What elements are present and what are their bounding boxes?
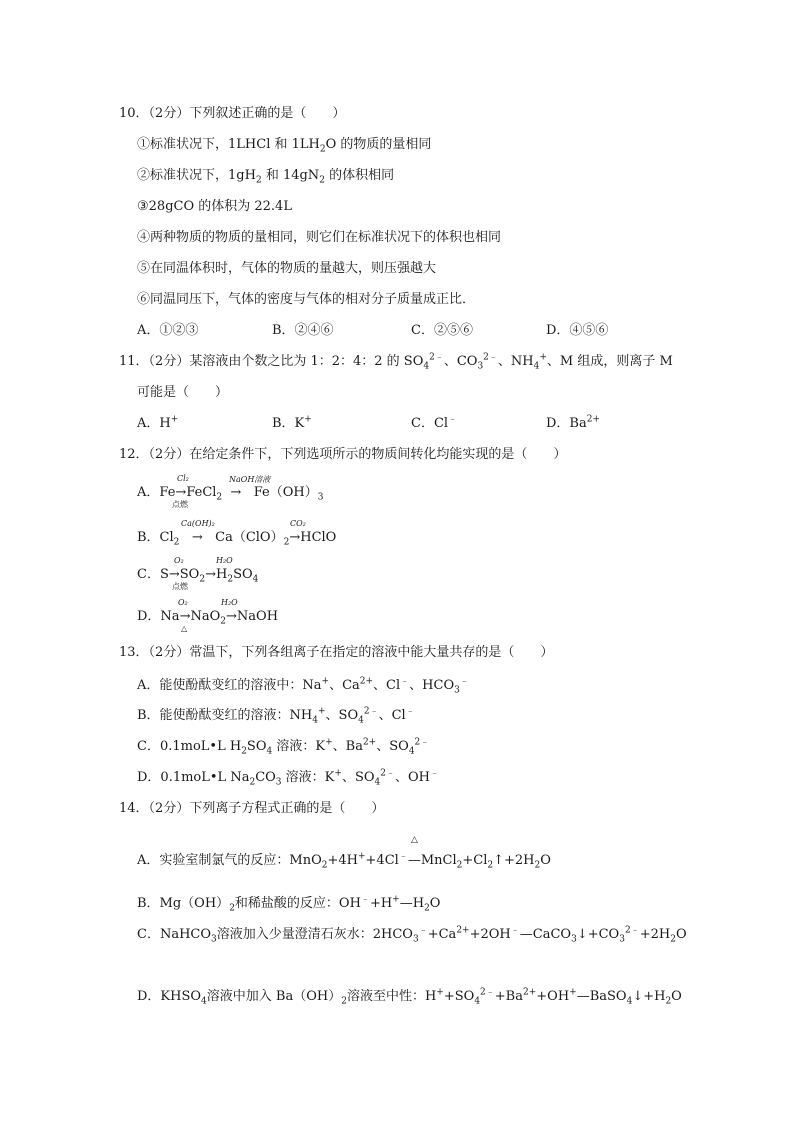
q11-stem: 11．（2分）某溶液由个数之比为 1：2：4：2 的 $SO_4^{2﹣}$、$CO_3^{2﹣}$、$NH_4^+$、M 组成，则离子 M bbox=[119, 352, 673, 372]
q14-a-heat-symbol: △ bbox=[411, 835, 418, 845]
q13-option-a[interactable]: A．能使酚酞变红的溶液中：Na+、$Ca^{2+}$、Cl﹣、$HCO_3^﹣$ bbox=[137, 676, 469, 696]
q10-item-2: ②标准状况下，$1gH_2$ 和 $14gN_2$ 的体积相同 bbox=[137, 168, 395, 186]
q11-option-c[interactable]: C．Cl﹣ bbox=[411, 414, 458, 431]
q11-option-a[interactable]: A．H+ bbox=[137, 414, 179, 431]
q14-option-b[interactable]: B．$Mg(OH)_2$和稀盐酸的反应：$OH^﹣+H^+—H_2O$ bbox=[137, 894, 441, 914]
q12-option-d[interactable]: D．Na→NaO$_2$→NaOH bbox=[137, 609, 279, 627]
q13-option-b[interactable]: B．能使酚酞变红的溶液：$NH_4^+$、$SO_4^{2﹣}$、Cl﹣ bbox=[137, 706, 415, 726]
q11-option-d[interactable]: D．$Ba^{2+}$ bbox=[546, 414, 601, 431]
q12-c-cond-h2o: H₂O bbox=[216, 556, 233, 565]
q12-d-cond-heat: △ bbox=[181, 624, 188, 633]
q14-option-c[interactable]: C．NaHCO$_3$溶液加入少量澄清石灰水：$2HCO_3^﹣+Ca^{2+}+2OH^﹣—CaCO_3↓+CO_3^{2﹣}+2H_2O$ bbox=[137, 925, 687, 945]
q10-option-c[interactable]: C．②⑤⑥ bbox=[411, 323, 473, 338]
q10-option-b[interactable]: B．②④⑥ bbox=[272, 323, 334, 338]
q10-item-5: ⑤在同温体积时，气体的物质的量越大，则压强越大 bbox=[137, 261, 437, 276]
q10-option-a[interactable]: A．①②③ bbox=[137, 323, 199, 338]
q11-stem-cont: 可能是（ ） bbox=[137, 385, 229, 400]
q14-stem: 14．（2分）下列离子方程式正确的是（ ） bbox=[119, 801, 385, 816]
q12-d-cond-o2: O₂ bbox=[178, 598, 188, 607]
q14-option-d[interactable]: D．$KHSO_4$溶液中加入 $Ba(OH)_2$溶液至中性：$H^++SO_4^{2﹣}+Ba^{2+}+OH^+—BaSO_4↓+H_2O$ bbox=[137, 987, 682, 1007]
q12-b-cond-co2: CO₂ bbox=[290, 519, 306, 528]
q12-option-c[interactable]: C．$S\to SO_2\to H_2SO_4$ bbox=[137, 567, 259, 585]
q13-option-d[interactable]: D．0.1moL•L $Na_2CO_3$ 溶液：K+、$SO_4^{2﹣}$、OH﹣ bbox=[137, 768, 439, 788]
q13-option-c[interactable]: C．0.1moL•L $H_2SO_4$ 溶液：K+、$Ba^{2+}$、$SO_4^{2﹣}$ bbox=[137, 737, 430, 757]
q12-stem: 12．（2分）在给定条件下，下列选项所示的物质间转化均能实现的是（ ） bbox=[119, 447, 567, 462]
q10-item-6: ⑥同温同压下，气体的密度与气体的相对分子质量成正比． bbox=[137, 292, 476, 307]
q14-option-a[interactable]: A．实验室制氯气的反应：$MnO_2+4H^++4Cl^﹣—MnCl_2+Cl_2↑+2H_2O$ bbox=[137, 851, 551, 871]
q12-b-cond-caoh2: Ca(OH)₂ bbox=[181, 519, 215, 528]
q13-stem: 13．（2分）常温下，下列各组离子在指定的溶液中能大量共存的是（ ） bbox=[119, 645, 554, 660]
q10-item-4: ④两种物质的物质的量相同，则它们在标准状况下的体积也相同 bbox=[137, 230, 502, 245]
q12-d-cond-h2o: H₂O bbox=[221, 598, 238, 607]
q10-item-1: ①标准状况下，1LHCl 和 $1LH_2O$ 的物质的量相同 bbox=[137, 137, 432, 155]
q10-option-d[interactable]: D．④⑤⑥ bbox=[546, 323, 609, 338]
q10-stem: 10．（2分）下列叙述正确的是（ ） bbox=[119, 106, 346, 121]
q10-item-3: ③28gCO 的体积为 22.4L bbox=[137, 199, 292, 214]
q12-option-a[interactable]: A．Fe→FeCl$_2$ → $Fe(OH)_3$ bbox=[137, 485, 324, 503]
q12-a-cond-cl2: Cl₂ bbox=[177, 474, 189, 483]
q12-option-b[interactable]: B．$Cl_2$ → $Ca(ClO)_2\to HClO$ bbox=[137, 530, 337, 548]
q12-a-cond-ignite: 点燃 bbox=[172, 500, 188, 509]
q12-c-cond-ignite: 点燃 bbox=[172, 582, 188, 591]
q12-c-cond-o2: O₂ bbox=[174, 556, 184, 565]
q12-a-cond-naoh: NaOH溶液 bbox=[229, 475, 271, 484]
q11-option-b[interactable]: B．K+ bbox=[272, 414, 312, 431]
